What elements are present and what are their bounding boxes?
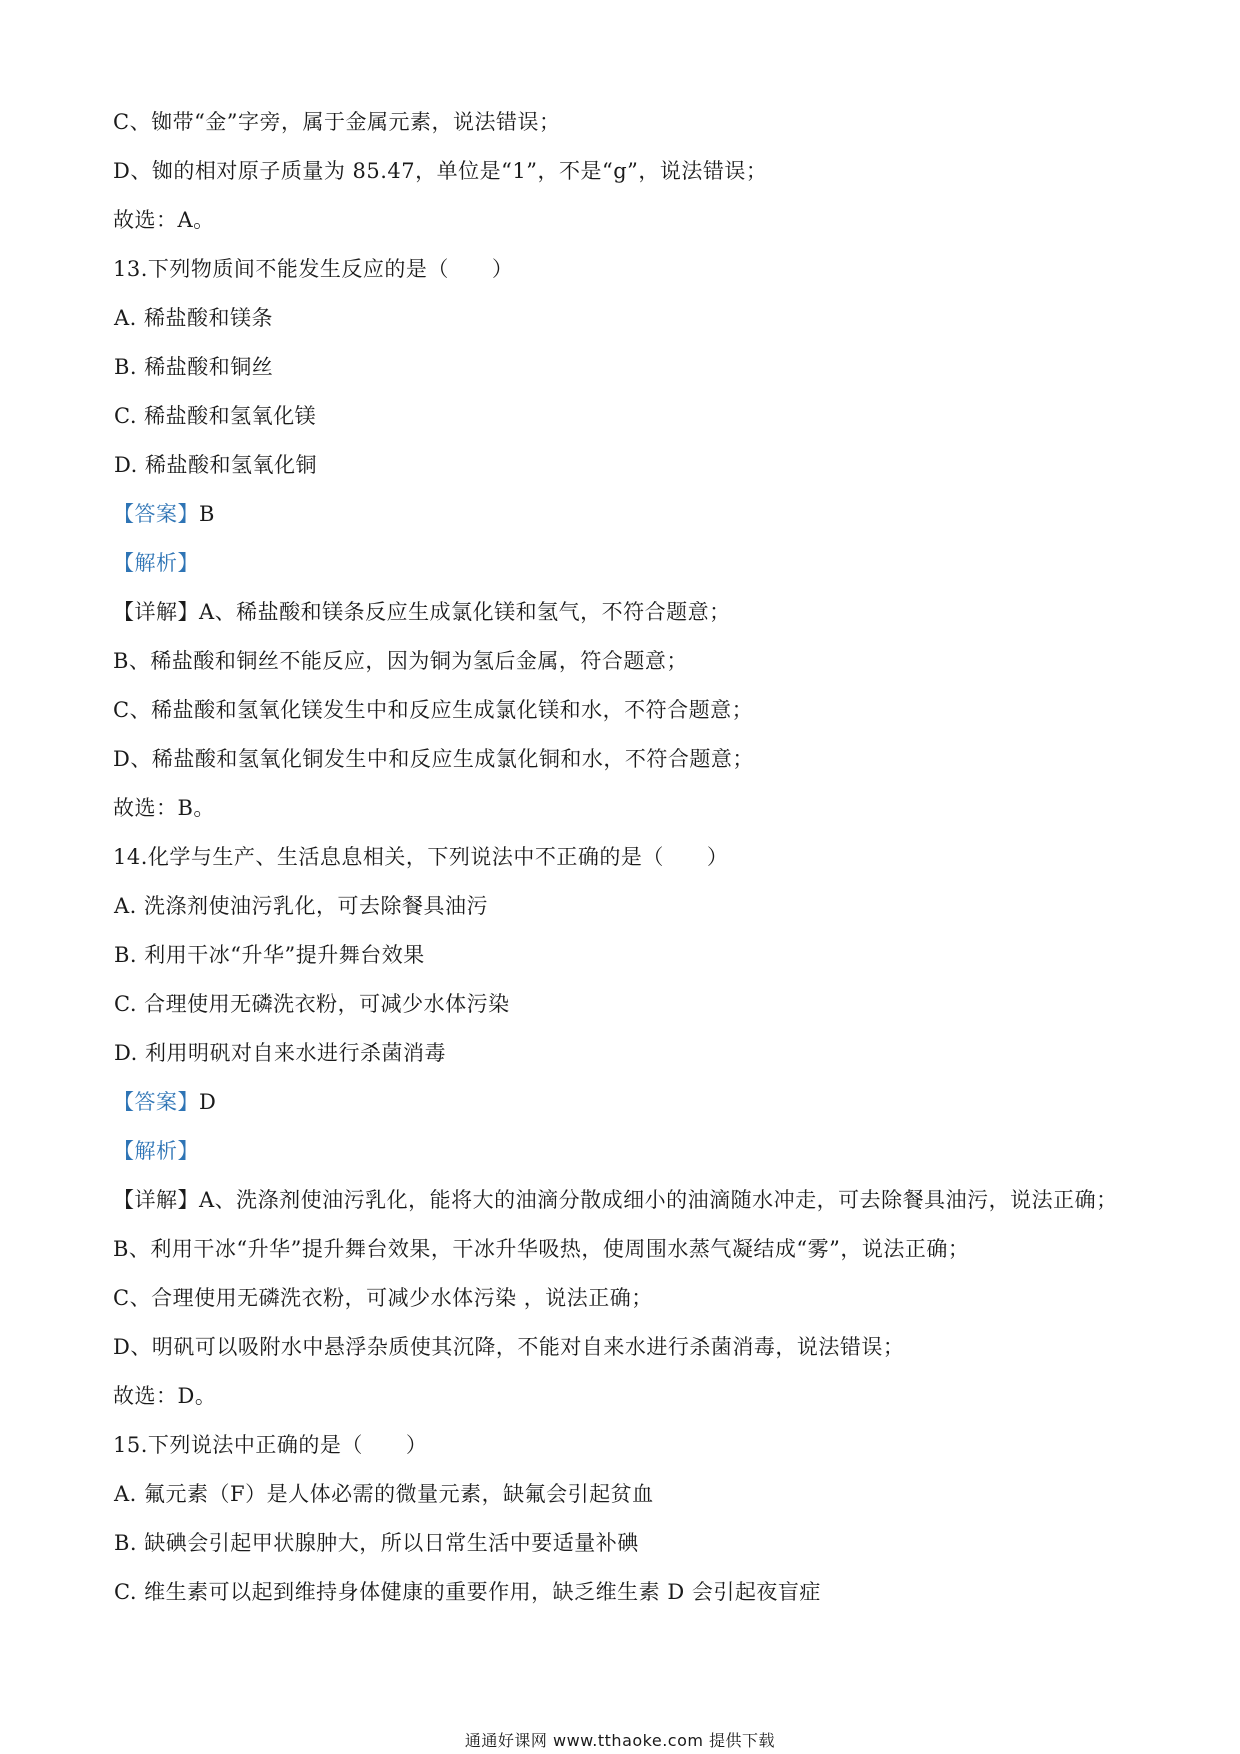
text-line [113, 1225, 1133, 1274]
answer-option [113, 1029, 1133, 1078]
text-line [113, 784, 1133, 833]
line-text: D. 利用明矾对自来水进行杀菌消毒 [114, 1041, 446, 1065]
line-text: C. 合理使用无磷洗衣粉，可减少水体污染 [114, 992, 510, 1016]
line-text: B. 利用干冰“升华”提升舞台效果 [114, 943, 425, 967]
line-text: 故选：B。 [113, 796, 215, 820]
line-text: B. 稀盐酸和铜丝 [114, 355, 274, 379]
line-text: B、稀盐酸和铜丝不能反应，因为铜为氢后金属，符合题意； [113, 649, 688, 673]
line-text: 13.下列物质间不能发生反应的是（ ） [113, 257, 514, 281]
line-text: A. 洗涤剂使油污乳化，可去除餐具油污 [114, 894, 489, 918]
line-text: 故选：A。 [113, 208, 215, 232]
line-text: 【详解】A、稀盐酸和镁条反应生成氯化镁和氢气，不符合题意； [113, 600, 731, 624]
answer-option [113, 441, 1133, 490]
line-text: B. 缺碘会引起甲状腺肿大，所以日常生活中要适量补碘 [114, 1531, 639, 1555]
answer-option [113, 1568, 1133, 1617]
line-text: A. 氟元素（F）是人体必需的微量元素，缺氟会引起贫血 [114, 1482, 654, 1506]
text-line [113, 1274, 1133, 1323]
line-text: D、稀盐酸和氢氧化铜发生中和反应生成氯化铜和水，不符合题意； [113, 747, 754, 771]
line-text: C、铷带“金”字旁，属于金属元素，说法错误； [113, 110, 561, 134]
answer-option [113, 931, 1133, 980]
analysis-heading [113, 539, 1133, 588]
answer-option [113, 980, 1133, 1029]
document-body [113, 98, 1133, 1617]
question-stem [113, 245, 1133, 294]
analysis-heading [113, 1127, 1133, 1176]
line-text: D、明矾可以吸附水中悬浮杂质使其沉降，不能对自来水进行杀菌消毒，说法错误； [113, 1335, 905, 1359]
text-line [113, 1323, 1133, 1372]
line-text: 故选：D。 [113, 1384, 217, 1408]
line-text: C、稀盐酸和氢氧化镁发生中和反应生成氯化镁和水，不符合题意； [113, 698, 754, 722]
section-tag: 【答案】 [113, 502, 199, 526]
question-stem [113, 1421, 1133, 1470]
answer-option [113, 294, 1133, 343]
text-line [113, 1176, 1133, 1225]
text-line [113, 196, 1133, 245]
line-text: D [199, 1090, 217, 1114]
text-line [113, 686, 1133, 735]
answer-option [113, 882, 1133, 931]
line-text: C、合理使用无磷洗衣粉，可减少水体污染 ，说法正确； [113, 1286, 653, 1310]
page-footer: 通通好课网 www.tthaoke.com 提供下载 [464, 1731, 776, 1750]
answer-option [113, 1519, 1133, 1568]
text-line [113, 735, 1133, 784]
question-stem [113, 833, 1133, 882]
line-text: D、铷的相对原子质量为 85.47，单位是“1”，不是“g”，说法错误； [113, 159, 768, 183]
text-line [113, 1372, 1133, 1421]
section-tag: 【解析】 [113, 1139, 199, 1163]
text-line [113, 637, 1133, 686]
section-tag: 【答案】 [113, 1090, 199, 1114]
answer-option [113, 1470, 1133, 1519]
answer-line [113, 490, 1133, 539]
line-text: 14.化学与生产、生活息息相关，下列说法中不正确的是（ ） [113, 845, 729, 869]
answer-line [113, 1078, 1133, 1127]
text-line [113, 588, 1133, 637]
answer-option [113, 343, 1133, 392]
text-line [113, 147, 1133, 196]
line-text: 15.下列说法中正确的是（ ） [113, 1433, 428, 1457]
line-text: A. 稀盐酸和镁条 [114, 306, 274, 330]
line-text: 【详解】A、洗涤剂使油污乳化，能将大的油滴分散成细小的油滴随水冲走，可去除餐具油污，说法正确； [113, 1188, 1118, 1212]
line-text: B [199, 502, 215, 526]
section-tag: 【解析】 [113, 551, 199, 575]
line-text: B、利用干冰“升华”提升舞台效果，干冰升华吸热，使周围水蒸气凝结成“雾”，说法正确； [113, 1237, 970, 1261]
line-text: C. 维生素可以起到维持身体健康的重要作用，缺乏维生素 D 会引起夜盲症 [114, 1580, 821, 1604]
line-text: D. 稀盐酸和氢氧化铜 [114, 453, 317, 477]
line-text: C. 稀盐酸和氢氧化镁 [114, 404, 317, 428]
answer-option [113, 392, 1133, 441]
text-line [113, 98, 1133, 147]
